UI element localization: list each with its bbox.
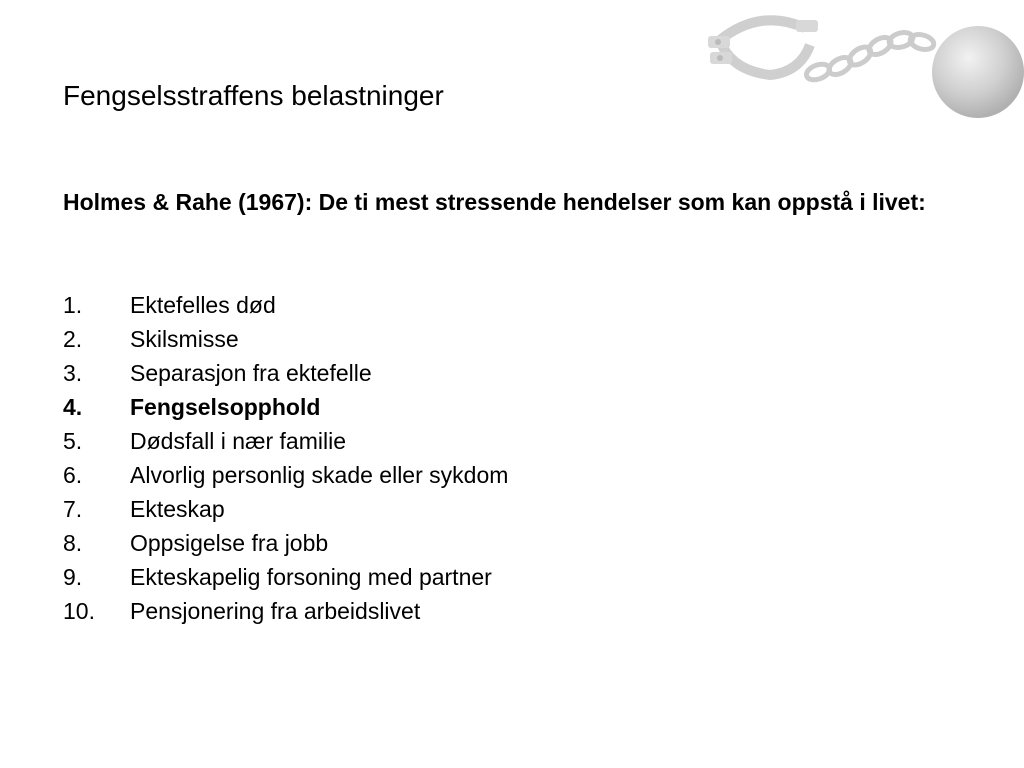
list-item-number: 3. — [63, 360, 83, 386]
list-item-number: 1. — [63, 292, 83, 318]
list-item-highlighted — [63, 390, 508, 424]
stress-event-list — [63, 288, 508, 628]
list-item-text: Ektefelles død — [130, 292, 276, 318]
list-item-text: Ekteskapelig forsoning med partner — [130, 564, 492, 590]
list-item — [63, 356, 508, 390]
list-item — [63, 424, 508, 458]
list-item-text: Separasjon fra ektefelle — [130, 360, 372, 386]
list-item-number: 5. — [63, 428, 83, 454]
list-item — [63, 526, 508, 560]
list-item — [63, 288, 508, 322]
list-item-text: Skilsmisse — [130, 326, 239, 352]
slide-heading: Holmes & Rahe (1967): De ti mest stressende hendelser som kan oppstå i livet: — [63, 189, 926, 215]
list-item-number: 7. — [63, 496, 83, 522]
list-item-text: Fengselsopphold — [130, 394, 321, 420]
list-item-text: Pensjonering fra arbeidslivet — [130, 598, 421, 624]
list-item-number: 8. — [63, 530, 83, 556]
list-item-text: Dødsfall i nær familie — [130, 428, 346, 454]
list-item-number: 9. — [63, 564, 83, 590]
slide-title: Fengselsstraffens belastninger — [63, 80, 444, 111]
list-item-number: 4. — [63, 394, 83, 420]
list-item-text: Oppsigelse fra jobb — [130, 530, 329, 556]
list-item — [63, 560, 508, 594]
list-item-number: 6. — [63, 462, 83, 488]
ball-and-chain-icon — [700, 0, 1024, 120]
list-item-text: Ekteskap — [130, 496, 225, 522]
list-item — [63, 458, 508, 492]
list-item-number: 2. — [63, 326, 83, 352]
list-item-text: Alvorlig personlig skade eller sykdom — [130, 462, 509, 488]
list-item-number: 10. — [63, 598, 95, 624]
list-item — [63, 322, 508, 356]
list-item — [63, 594, 508, 628]
list-item — [63, 492, 508, 526]
